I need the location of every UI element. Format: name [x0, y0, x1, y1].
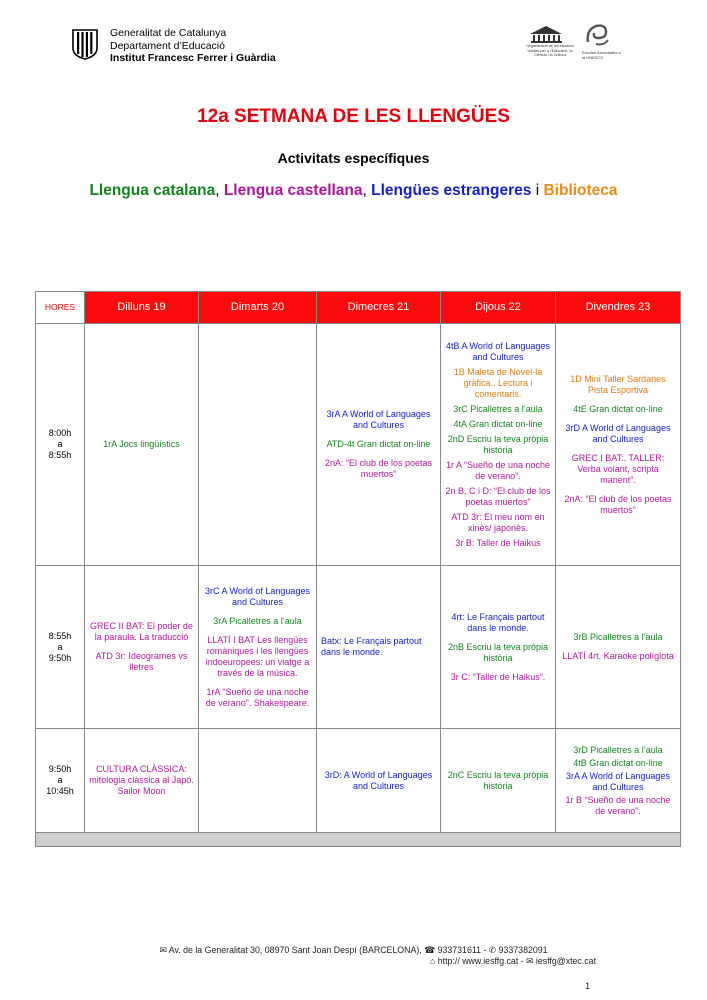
page-subtitle: Activitats específiques — [277, 150, 430, 166]
activity-cell — [441, 566, 556, 728]
time-cell — [36, 729, 85, 832]
activity-text: 1rA Jocs lingüístics — [103, 439, 180, 449]
languages-line — [0, 182, 707, 200]
day-header-fri: Divendres 23 — [585, 301, 651, 313]
aspnet-swirl-icon — [582, 20, 612, 50]
activity-text: 1r B “Sueño de una noche de verano”. — [565, 794, 671, 816]
activity-text: 4tB A World of Languages and Cultures — [446, 340, 550, 362]
activity-cell — [556, 324, 680, 565]
table-header-row — [36, 292, 680, 324]
activity-cell — [85, 566, 199, 728]
activity-text: CULTURA CLÀSSICA: mitologia clàssica al Japó. Sailor Moon — [89, 764, 194, 796]
org-line-2: Departament d’Educació — [110, 39, 225, 52]
activity-cell — [441, 324, 556, 565]
activity-text: 3r B: Taller de Haikus — [455, 537, 541, 548]
institution-header — [110, 27, 276, 65]
footer-address: ✉ Av. de la Generalitat 30, 08970 Sant Joan Despí (BARCELONA), ☎ 933731611 - ✆ 9337382091 — [159, 945, 548, 955]
activity-cell — [199, 566, 317, 728]
activity-text: 3rA Picalletres a l’aula — [213, 615, 302, 626]
time-label: 10:45h — [46, 786, 74, 796]
activity-text: 2n B, C i D: “El club de los poetas muertos” — [445, 485, 551, 507]
time-label: 8:55h — [48, 450, 72, 460]
day-header-mon: Dilluns 19 — [85, 292, 199, 323]
activity-text: 2nA: “El club de los poetas muertos” — [324, 458, 433, 479]
associated-schools-caption: Escoles Associades a la UNESCO — [582, 50, 621, 60]
unesco-caption: Organització de les Nacions Unides per a l’Educació, la Ciència i la Cultura — [526, 44, 574, 57]
time-cell — [36, 324, 85, 565]
org-line-3: Institut Francesc Ferrer i Guàrdia — [110, 52, 276, 64]
activity-text: LLATÍ 4rt. Karaoke políglota — [562, 651, 674, 661]
footer-web-email: ⌂ http:// www.iesffg.cat - ✉ iesffg@xtec.cat — [430, 956, 597, 966]
comma-2: , — [362, 182, 367, 199]
activity-text: LLATÍ I BAT Les llengües romàniques i les llengües indoeuropees: un viatge a través de la música. — [205, 634, 310, 678]
activity-cell — [317, 729, 441, 832]
activity-cell — [85, 324, 199, 565]
activity-text: 4tA Gran dictat on-line — [453, 418, 543, 429]
activity-text: GREC II BAT: El poder de la paraula. La traducció — [90, 621, 193, 642]
lang-castilian: Llengua castellana — [223, 182, 363, 199]
activity-cell — [199, 324, 317, 565]
activity-text: 1rA “Sueño de una noche de verano”. Shakespeare. — [205, 686, 310, 708]
day-header-tue: Dimarts 20 — [199, 292, 317, 323]
activity-text: 2nC Escriu la teva pròpia història — [447, 769, 549, 791]
activity-cell — [199, 729, 317, 832]
activity-text: 2nD Escriu la teva pròpia història — [447, 433, 549, 455]
day-header-wed: Dimecres 21 — [317, 292, 441, 323]
time-stack — [40, 631, 80, 664]
conj-i: i — [535, 182, 540, 199]
activity-text: 3rC A World of Languages and Cultures — [205, 585, 310, 607]
catalonia-flag-icon — [70, 28, 100, 60]
time-label: 8:00h — [48, 428, 72, 438]
time-label: a — [57, 641, 63, 652]
activity-text: GREC I BAT:. TALLER: Verba volant, scripta manent”. — [571, 452, 665, 485]
activity-text: 3rD A World of Languages and Cultures — [565, 422, 671, 444]
activity-text: 1D Mini Taller Sardanes Pista Esportiva — [570, 373, 666, 395]
time-cell — [36, 566, 85, 728]
time-label: 9:50h — [48, 652, 72, 663]
activity-text: 1r A “Sueño de una noche de verano”. — [445, 459, 551, 481]
time-label: a — [57, 439, 63, 449]
activity-text: 3rD: A World of Languages and Cultures — [324, 769, 433, 791]
activity-text: 4tB Gran dictat on-line — [573, 757, 663, 768]
activity-text: 3rB Picalletres a l’aula — [573, 632, 663, 642]
table-row — [36, 566, 680, 729]
activity-text: 3rC Picalletres a l’aula — [453, 403, 543, 414]
activity-text: 3rD Picalletres a l’aula — [573, 744, 663, 755]
day-header-thu: Dijous 22 — [441, 292, 556, 323]
comma-1: , — [215, 182, 220, 199]
org-line-1: Generalitat de Catalunya — [110, 27, 227, 39]
activity-text: ATD 3r: Ideogrames vs lletres — [95, 651, 188, 672]
activity-cell — [317, 324, 441, 565]
activity-cell — [556, 729, 680, 832]
time-stack — [40, 764, 80, 797]
activity-text: 4tE Gran dictat on-line — [573, 403, 663, 414]
activity-cell — [317, 566, 441, 728]
time-label: 8:55h — [48, 630, 72, 641]
table-footer-bar — [36, 833, 680, 846]
activity-text: 3r C: “Taller de Haikus”. — [450, 671, 546, 682]
activity-text: ATD-4t Gran dictat on-line — [326, 439, 431, 449]
activity-cell — [441, 729, 556, 832]
activity-text: 2nB Escriu la teva pròpia història — [447, 641, 549, 663]
activity-text: ATD 3r: El meu nom en xinès/ japonès. — [451, 511, 545, 533]
time-label: 9:50h — [48, 764, 72, 774]
activity-text: 2nA: “El club de los poetas muertos” — [564, 493, 672, 515]
page-number: 1 — [585, 981, 591, 991]
lang-library: Biblioteca — [543, 182, 618, 199]
page-title: 12a SETMANA DE LES LLENGÜES — [197, 106, 510, 127]
activity-text: 3rA A World of Languages and Cultures — [326, 409, 431, 430]
table-row — [36, 324, 680, 566]
lang-catalan: Llengua catalana — [89, 182, 216, 199]
lang-foreign: Llengües estrangeres — [371, 182, 532, 199]
hours-header: HORES — [36, 292, 85, 323]
activity-text: 3rA A World of Languages and Cultures — [566, 770, 670, 792]
activity-cell — [556, 566, 680, 728]
activity-cell — [85, 729, 199, 832]
timetable — [35, 291, 681, 847]
table-row — [36, 729, 680, 833]
time-label: a — [57, 775, 63, 785]
time-stack — [40, 428, 80, 461]
activity-text: Batx: Le Français partout dans le monde. — [321, 636, 422, 657]
activity-text: 4rt: Le Français partout dans le monde. — [451, 611, 545, 633]
activity-text: 1B Maleta de Novel·la gràfica.. Lectura i comentaris. — [453, 366, 543, 399]
